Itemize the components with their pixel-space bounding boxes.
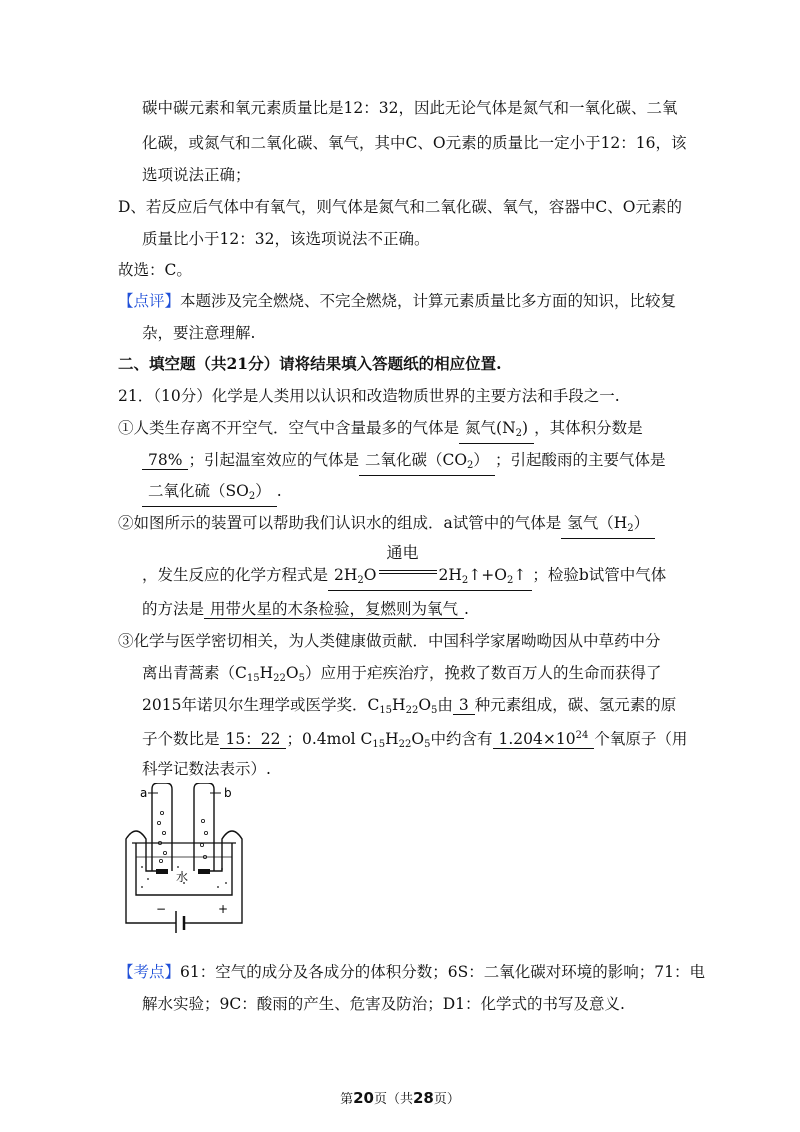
- question-21: 21．（10分）化学是人类用以认识和改造物质世界的主要方法和手段之一.: [118, 387, 620, 405]
- text-line-4: D、若反应后气体中有氧气，则气体是氮气和二氧化碳、氧气，容器中C、O元素的: [118, 198, 682, 216]
- review-line-1: [118, 291, 676, 311]
- answer-acid-rain-gas: 二氧化硫$(SO_2)$: [142, 482, 277, 507]
- label-minus: −: [156, 902, 167, 916]
- part1-tail-b: ；引起酸雨的主要气体是: [494, 451, 666, 469]
- section-title: 二、填空题（共21分）请将结果填入答题纸的相应位置.: [118, 354, 502, 373]
- text-line-3: 选项说法正确；: [142, 166, 251, 184]
- page-total: 28: [413, 1089, 434, 1107]
- review-line-2: 杂，要注意理解.: [142, 324, 256, 342]
- part2-equation-label: ，发生反应的化学方程式是: [142, 566, 329, 584]
- electrode-right: [198, 869, 210, 874]
- part1-line-a: [118, 418, 643, 444]
- knowledge-line-2: 解水实验；9C：酸雨的产生、危害及防治；D1：化学式的书写及意义.: [142, 995, 625, 1013]
- answer-element-count: 3: [453, 696, 475, 715]
- answer-oxygen-atoms: $1.204\times 10^{24}$: [493, 727, 595, 749]
- label-a: a: [140, 786, 148, 800]
- answer-volume-fraction: 78%: [142, 451, 188, 470]
- text-line-5: 质量比小于12：32，该选项说法不正确。: [142, 230, 430, 248]
- part3-line-a: ③化学与医学密切相关，为人类健康做贡献．中国科学家屠呦呦因从中草药中分: [118, 632, 661, 650]
- part2-text: ②如图所示的装置可以帮助我们认识水的组成．a试管中的气体是: [118, 514, 562, 532]
- knowledge-tag: 【考点】: [118, 963, 181, 981]
- text-line-2: 化碳，或氮气和二氧化碳、氧气，其中C、O元素的质量比一定小于12：16，该: [142, 134, 687, 152]
- part3-line-b: 离出青蒿素$(C_{15}H_{22}O_5)$应用于疟疾治疗，挽救了数百万人的生命而获得了: [142, 664, 662, 684]
- tube-a: [152, 783, 172, 871]
- knowledge-line-1: 【考点】61：空气的成分及各成分的体积分数；6S：二氧化碳对环境的影响；71：电: [118, 963, 705, 981]
- part1-line-c: 二氧化硫$(SO_2)$ .: [142, 481, 282, 507]
- part3-line-c: 2015年诺贝尔生理学或医学奖．$C_{15}H_{22}O_5$由 3 种元素组成，碳、氢元素的原: [142, 696, 677, 716]
- text-line-6: 故选：C。: [118, 261, 192, 279]
- part1-line-b: [142, 450, 665, 476]
- wire-right: [190, 831, 242, 923]
- part3-line-d: 子个数比是 15：22 ；0.4mol $C_{15}H_{22}O_5$中约含有 $1.204\times 10^{24}$ 个氧原子（用: [142, 727, 687, 755]
- answer-equation: $2H_2O$ 通电 $2H_2↑+O_2↑$: [328, 566, 532, 591]
- part1-mid: ；引起温室效应的气体是: [188, 451, 359, 469]
- part1-text: ①人类生存离不开空气．空气中含量最多的气体是: [118, 419, 460, 437]
- label-b: b: [224, 786, 232, 800]
- part2-line-b: [142, 543, 667, 591]
- label-plus: +: [218, 902, 229, 916]
- part1-tail: ，其体积分数是: [534, 419, 643, 437]
- part2-line-a: [118, 513, 655, 539]
- review-tag: 【点评】: [118, 292, 181, 310]
- page-footer: 第20页（共28页）: [340, 1089, 460, 1107]
- answer-most-gas: 氮气$(N_2)$: [459, 419, 534, 444]
- electrode-left: [156, 869, 168, 874]
- electrolysis-figure: [118, 783, 278, 933]
- part2-line-c: 的方法是 用带火星的木条检验，复燃则为氧气 .: [142, 600, 469, 618]
- text-line-1: 碳中碳元素和氧元素质量比是12：32，因此无论气体是氮气和一氧化碳、二氧: [142, 99, 678, 117]
- answer-test-method: 用带火星的木条检验，复燃则为氧气: [204, 600, 464, 619]
- part3-line-e: 科学记数法表示）.: [142, 760, 271, 778]
- page-number: 20: [353, 1089, 374, 1107]
- answer-atom-ratio: 15：22: [220, 730, 287, 749]
- review-text: 本题涉及完全燃烧、不完全燃烧，计算元素质量比多方面的知识，比较复: [180, 292, 677, 310]
- answer-greenhouse-gas: 二氧化碳$(CO_2)$: [359, 451, 495, 476]
- part2-tail: ；检验b试管中气体: [532, 566, 667, 584]
- reaction-condition: 通电: [379, 566, 437, 584]
- answer-tube-a-gas: 氢气$(H_2)$: [561, 514, 655, 539]
- label-water: 水: [176, 870, 189, 884]
